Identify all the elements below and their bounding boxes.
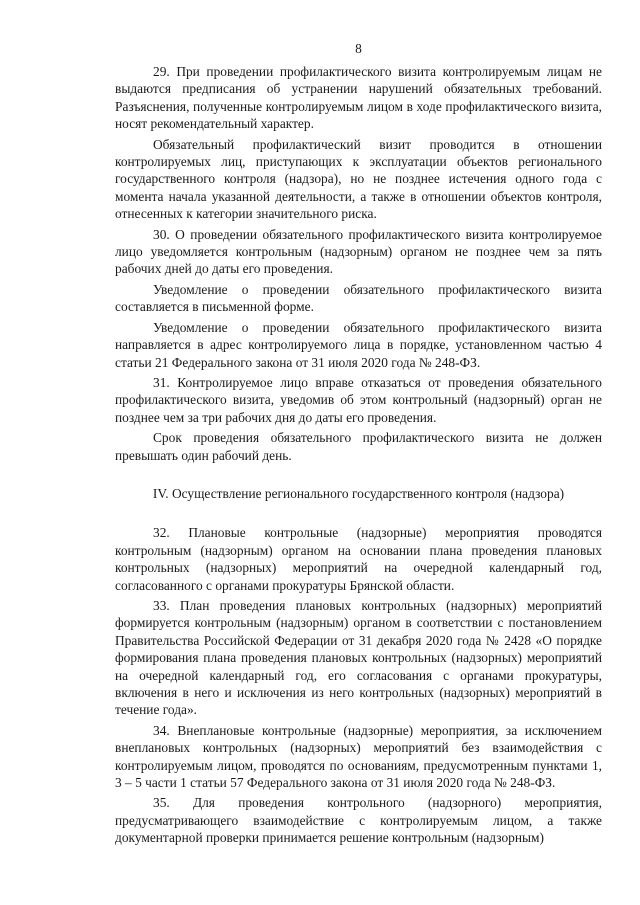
paragraph-32: 32. Плановые контрольные (надзорные) мероприятия проводятся контрольным (надзорным) органом на основании плана проведения плановых контрольных (надзорных) мероприятий на очередной календарный год, согласованного с органами прокуратуры Брянской области. — [115, 525, 602, 593]
paragraph-notice-address: Уведомление о проведении обязательного профилактического визита направляется в адрес контролируемого лица в порядке, установленном частью 4 статьи 21 Федерального закона от 31 июля 2020 года № 248-ФЗ. — [115, 319, 602, 370]
paragraph-30: 30. О проведении обязательного профилактического визита контролируемое лицо уведомляется контрольным (надзорным) органом не позднее чем за пять рабочих дней до даты его проведения. — [115, 226, 602, 277]
paragraph-33: 33. План проведения плановых контрольных (надзорных) мероприятий формируется контрольным (надзорным) органом в соответствии с постановлением Правительства Российской Федерации от 31 декабря 2020 года № 2428 «О порядке формирования плана проведения плановых контрольных (надзорных) мероприятий на очередной календарный год, его согласования с органами прокуратуры, включения в него и исключения из него контрольных (надзорных) мероприятий в течение года». — [115, 597, 602, 718]
section-body-before — [115, 63, 602, 464]
paragraph-mandatory-visit: Обязательный профилактический визит проводится в отношении контролируемых лиц, приступающих к эксплуатации объектов регионального государственного контроля (надзора), но не позднее истечения одного года с момента начала указанной деятельности, а также в отношении объектов контроля, отнесенных к категории значительного риска. — [115, 136, 602, 222]
paragraph-visit-duration: Срок проведения обязательного профилактического визита не должен превышать один рабочий день. — [115, 430, 602, 463]
page-number: 8 — [355, 41, 362, 56]
paragraph-35: 35. Для проведения контрольного (надзорного) мероприятия, предусматривающего взаимодействие с контролируемым лицом, а также документарной проверки принимается решение контрольным (надзорным) — [115, 795, 602, 846]
paragraph-34: 34. Внеплановые контрольные (надзорные) мероприятия, за исключением внеплановых контрольных (надзорных) мероприятий без взаимодействия с контролируемым лицом, проводятся по основаниям, предусмотренным пунктами 1, 3 – 5 части 1 статьи 57 Федерального закона от 31 июля 2020 года № 248-ФЗ. — [115, 722, 602, 791]
paragraph-notice-form: Уведомление о проведении обязательного профилактического визита составляется в письменной форме. — [115, 281, 602, 315]
paragraph-29: 29. При проведении профилактического визита контролируемым лицам не выдаются предписания об устранении нарушений обязательных требований. Разъяснения, полученные контролируемым лицом в ходе профилактического визита, носят рекомендательный характер. — [115, 64, 602, 132]
paragraph-31: 31. Контролируемое лицо вправе отказаться от проведения обязательного профилактического визита, уведомив об этом контрольный (надзорный) орган не позднее чем за три рабочих дня до даты его проведения. — [115, 374, 602, 425]
section-heading: IV. Осуществление регионального государственного контроля (надзора) — [152, 485, 565, 501]
section-body-after — [115, 524, 602, 846]
